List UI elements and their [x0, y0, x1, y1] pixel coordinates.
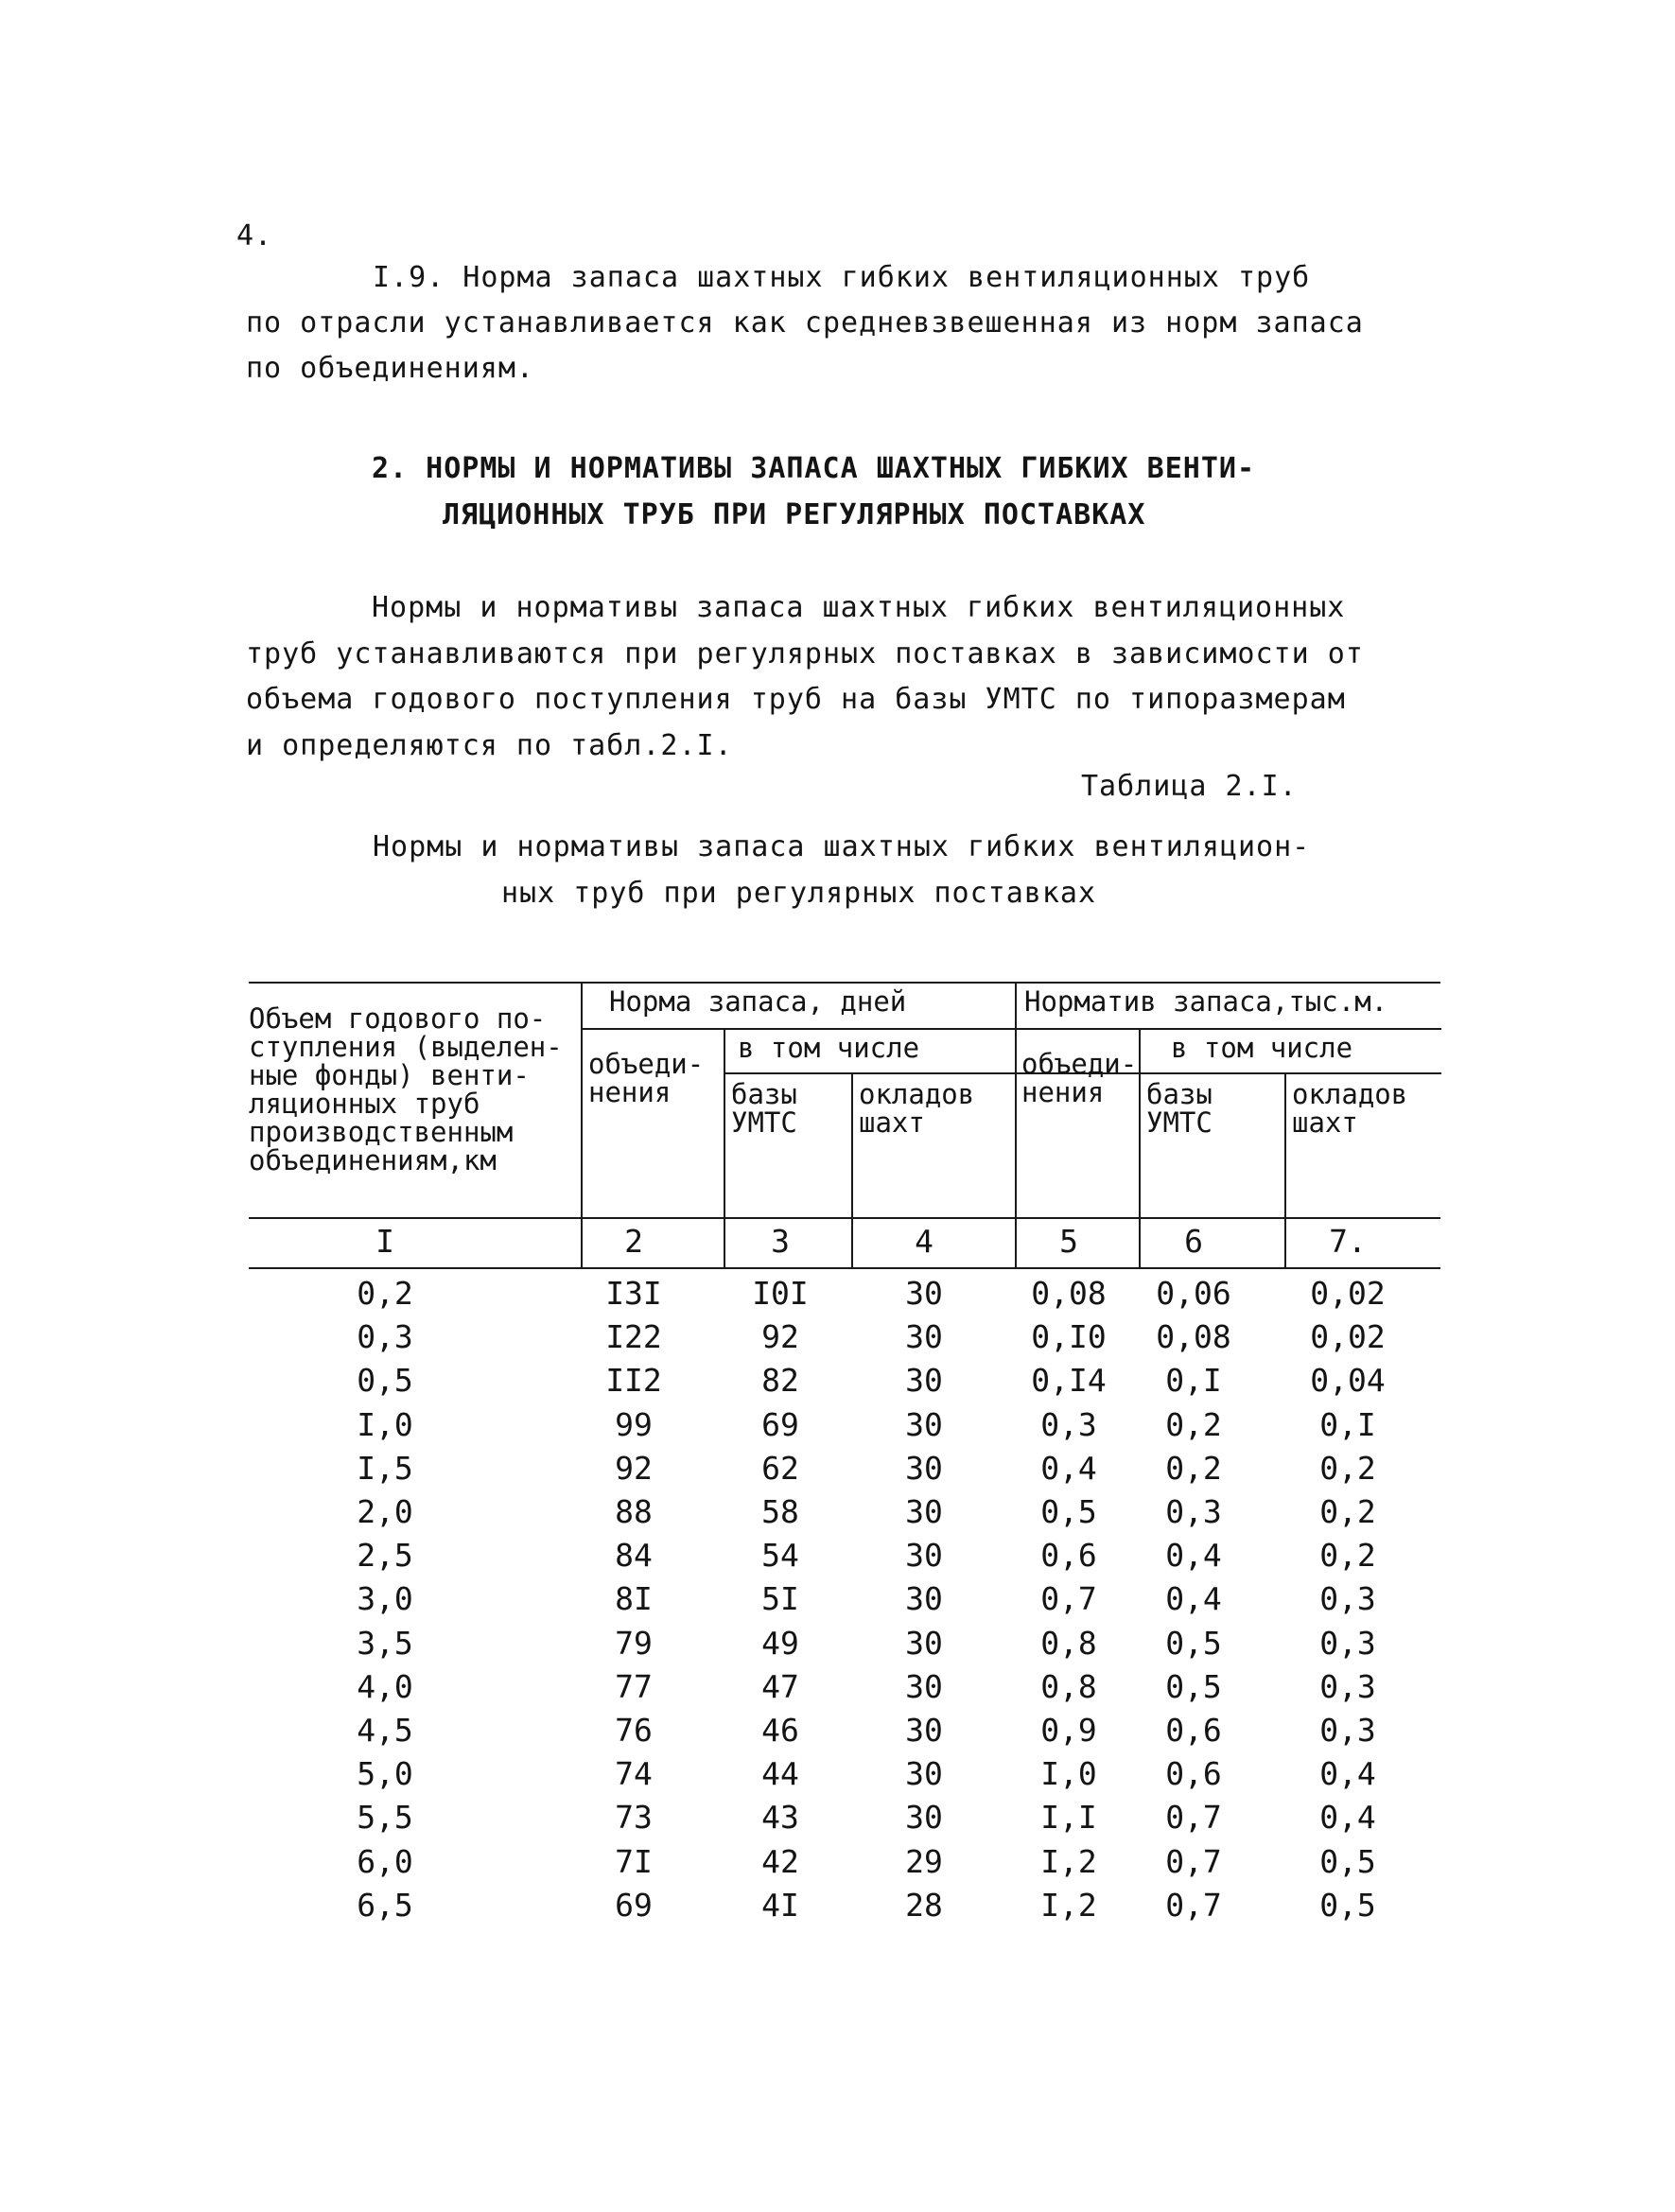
column-number-4: 4 [915, 1223, 933, 1260]
paragraph-2-line-4: и определяются по табл.2.I. [246, 729, 733, 762]
table-cell: 0,04 [1310, 1362, 1386, 1399]
table-cell: 0,2 [1319, 1537, 1376, 1574]
column-numbers-rule [249, 1267, 1440, 1269]
header-of-which-2: в том числе [1171, 1032, 1353, 1064]
table-cell: 2,0 [357, 1493, 413, 1530]
column-number-2: 2 [624, 1223, 643, 1260]
header-bottom-rule [249, 1217, 1440, 1219]
table-cell: 46 [761, 1712, 799, 1749]
page-number: 4. [236, 219, 273, 253]
table-cell: 0,7 [1165, 1843, 1222, 1880]
table-cell: 0,I0 [1031, 1318, 1107, 1355]
column-number-5: 5 [1059, 1223, 1078, 1260]
table-cell: 0,9 [1040, 1712, 1097, 1749]
table-cell: 43 [761, 1799, 799, 1836]
table-cell: 77 [615, 1668, 653, 1705]
table-cell: 82 [761, 1362, 799, 1399]
table-cell: 2,5 [357, 1537, 413, 1574]
table-cell: 30 [905, 1275, 943, 1312]
column-number-6: 6 [1184, 1223, 1203, 1260]
table-cell: 49 [761, 1625, 799, 1662]
table-cell: 0,08 [1031, 1275, 1107, 1312]
table-title-line-1: Нормы и нормативы запаса шахтных гибких вентиляцион- [373, 830, 1311, 863]
table-cell: 6,5 [357, 1887, 413, 1924]
table-cell: 0,7 [1040, 1580, 1097, 1617]
paragraph-1-line-1: I.9. Норма запаса шахтных гибких вентиляционных труб [373, 261, 1311, 294]
table-cell: 0,6 [1165, 1712, 1222, 1749]
table-cell: 92 [615, 1450, 653, 1487]
table-cell: I,0 [357, 1406, 413, 1443]
header-warehouses-1: окладов шахт [859, 1078, 975, 1139]
table-cell: I,5 [357, 1450, 413, 1487]
table-cell: I,2 [1040, 1887, 1097, 1924]
table-cell: 73 [615, 1799, 653, 1836]
table-cell: 0,3 [1319, 1668, 1376, 1705]
table-cell: 30 [905, 1493, 943, 1530]
table-cell: 0,2 [1319, 1493, 1376, 1530]
header-normative: Норматив запаса,тыс.м. [1024, 985, 1388, 1018]
table-cell: 58 [761, 1493, 799, 1530]
paragraph-1-line-3: по объединениям. [246, 352, 534, 385]
table-cell: 0,06 [1156, 1275, 1231, 1312]
table-cell: 0,2 [1165, 1406, 1222, 1443]
table-cell: 3,5 [357, 1625, 413, 1662]
table-cell: 0,7 [1165, 1799, 1222, 1836]
table-cell: 0,3 [1319, 1712, 1376, 1749]
table-cell: 0,4 [1165, 1580, 1222, 1617]
table-cell: 0,2 [1165, 1450, 1222, 1487]
paragraph-2-line-1: Нормы и нормативы запаса шахтных гибких вентиляционных [372, 591, 1346, 624]
table-cell: 5,5 [357, 1799, 413, 1836]
table-cell: 30 [905, 1406, 943, 1443]
table-cell: 92 [761, 1318, 799, 1355]
table-cell: 30 [905, 1580, 943, 1617]
table-cell: 7I [615, 1843, 653, 1880]
table-cell: 4,5 [357, 1712, 413, 1749]
table-cell: 0,8 [1040, 1625, 1097, 1662]
table-cell: 8I [615, 1580, 653, 1617]
column-number-3: 3 [771, 1223, 790, 1260]
table-cell: 6,0 [357, 1843, 413, 1880]
header-norm-days: Норма запаса, дней [609, 985, 907, 1018]
table-cell: 30 [905, 1755, 943, 1792]
table-top-rule [249, 982, 1440, 984]
header-warehouses-2: окладов шахт [1292, 1078, 1408, 1139]
table-cell: 30 [905, 1450, 943, 1487]
table-cell: 29 [905, 1843, 943, 1880]
table-cell: 0,4 [1165, 1537, 1222, 1574]
table-cell: I0I [752, 1275, 809, 1312]
table-cell: 0,3 [1040, 1406, 1097, 1443]
table-cell: 76 [615, 1712, 653, 1749]
table-cell: 74 [615, 1755, 653, 1792]
table-cell: 0,I4 [1031, 1362, 1107, 1399]
table-cell: 30 [905, 1362, 943, 1399]
column-number-7: 7. [1329, 1223, 1367, 1260]
table-cell: I,2 [1040, 1843, 1097, 1880]
table-cell: 0,5 [1165, 1668, 1222, 1705]
table-cell: 0,5 [1040, 1493, 1097, 1530]
table-cell: 69 [761, 1406, 799, 1443]
table-cell: 44 [761, 1755, 799, 1792]
table-cell: I3I [605, 1275, 662, 1312]
table-cell: 88 [615, 1493, 653, 1530]
table-cell: I22 [605, 1318, 662, 1355]
table-cell: 0,6 [1165, 1755, 1222, 1792]
table-cell: 0,3 [357, 1318, 413, 1355]
table-cell: 0,5 [1319, 1887, 1376, 1924]
table-cell: 0,I [1319, 1406, 1376, 1443]
table-cell: 54 [761, 1537, 799, 1574]
header-of-which-1: в том числе [738, 1032, 920, 1064]
table-cell: 30 [905, 1799, 943, 1836]
table-cell: 0,5 [1165, 1625, 1222, 1662]
table-cell: 0,7 [1165, 1887, 1222, 1924]
header-associations-1: объеди- нения [588, 1048, 705, 1108]
header-group-rule [581, 1028, 1441, 1030]
column-number-1: I [375, 1223, 394, 1260]
table-cell: 0,I [1165, 1362, 1222, 1399]
table-cell: 0,2 [357, 1275, 413, 1312]
table-cell: 30 [905, 1712, 943, 1749]
table-cell: I,I [1040, 1799, 1097, 1836]
header-bases-2: базы УМТС [1146, 1078, 1213, 1139]
table-cell: 0,08 [1156, 1318, 1231, 1355]
table-cell: 0,3 [1319, 1580, 1376, 1617]
table-cell: 4,0 [357, 1668, 413, 1705]
table-label: Таблица 2.I. [1081, 770, 1298, 803]
table-cell: I,0 [1040, 1755, 1097, 1792]
table-cell: 5,0 [357, 1755, 413, 1792]
table-cell: II2 [605, 1362, 662, 1399]
table-cell: 0,02 [1310, 1275, 1386, 1312]
section-heading-line-2: ЛЯЦИОННЫХ ТРУБ ПРИ РЕГУЛЯРНЫХ ПОСТАВКАХ [443, 498, 1146, 531]
table-cell: 30 [905, 1668, 943, 1705]
table-cell: 4I [761, 1887, 799, 1924]
table-cell: 0,6 [1040, 1537, 1097, 1574]
table-cell: 0,4 [1040, 1450, 1097, 1487]
table-cell: 0,8 [1040, 1668, 1097, 1705]
table-cell: 30 [905, 1537, 943, 1574]
table-cell: 0,4 [1319, 1755, 1376, 1792]
table-cell: 30 [905, 1318, 943, 1355]
table-cell: 99 [615, 1406, 653, 1443]
table-cell: 47 [761, 1668, 799, 1705]
table-cell: 0,2 [1319, 1450, 1376, 1487]
table-cell: 3,0 [357, 1580, 413, 1617]
table-cell: 42 [761, 1843, 799, 1880]
header-volume: Объем годового по- ступления (выделен- ные фонды) венти- ляционных труб производственным объединениям,км [249, 1002, 563, 1176]
table-cell: 30 [905, 1625, 943, 1662]
table-cell: 28 [905, 1887, 943, 1924]
header-bases-1: базы УМТС [731, 1078, 797, 1139]
header-associations-2: объеди- нения [1021, 1048, 1138, 1108]
table-cell: 62 [761, 1450, 799, 1487]
table-cell: 69 [615, 1887, 653, 1924]
table-cell: 84 [615, 1537, 653, 1574]
paragraph-2-line-3: объема годового поступления труб на базы УМТС по типоразмерам [246, 683, 1346, 716]
section-heading-line-1: 2. НОРМЫ И НОРМАТИВЫ ЗАПАСА ШАХТНЫХ ГИБКИХ ВЕНТИ- [372, 452, 1256, 485]
table-cell: 0,3 [1319, 1625, 1376, 1662]
paragraph-1-line-2: по отрасли устанавливается как средневзвешенная из норм запаса [246, 306, 1364, 340]
table-cell: 0,5 [1319, 1843, 1376, 1880]
table-cell: 0,02 [1310, 1318, 1386, 1355]
table-cell: 79 [615, 1625, 653, 1662]
table-cell: 5I [761, 1580, 799, 1617]
table-cell: 0,5 [357, 1362, 413, 1399]
table-cell: 0,3 [1165, 1493, 1222, 1530]
table-title-line-2: ных труб при регулярных поставках [501, 877, 1097, 910]
table-cell: 0,4 [1319, 1799, 1376, 1836]
paragraph-2-line-2: труб устанавливаются при регулярных поставках в зависимости от [246, 637, 1364, 671]
